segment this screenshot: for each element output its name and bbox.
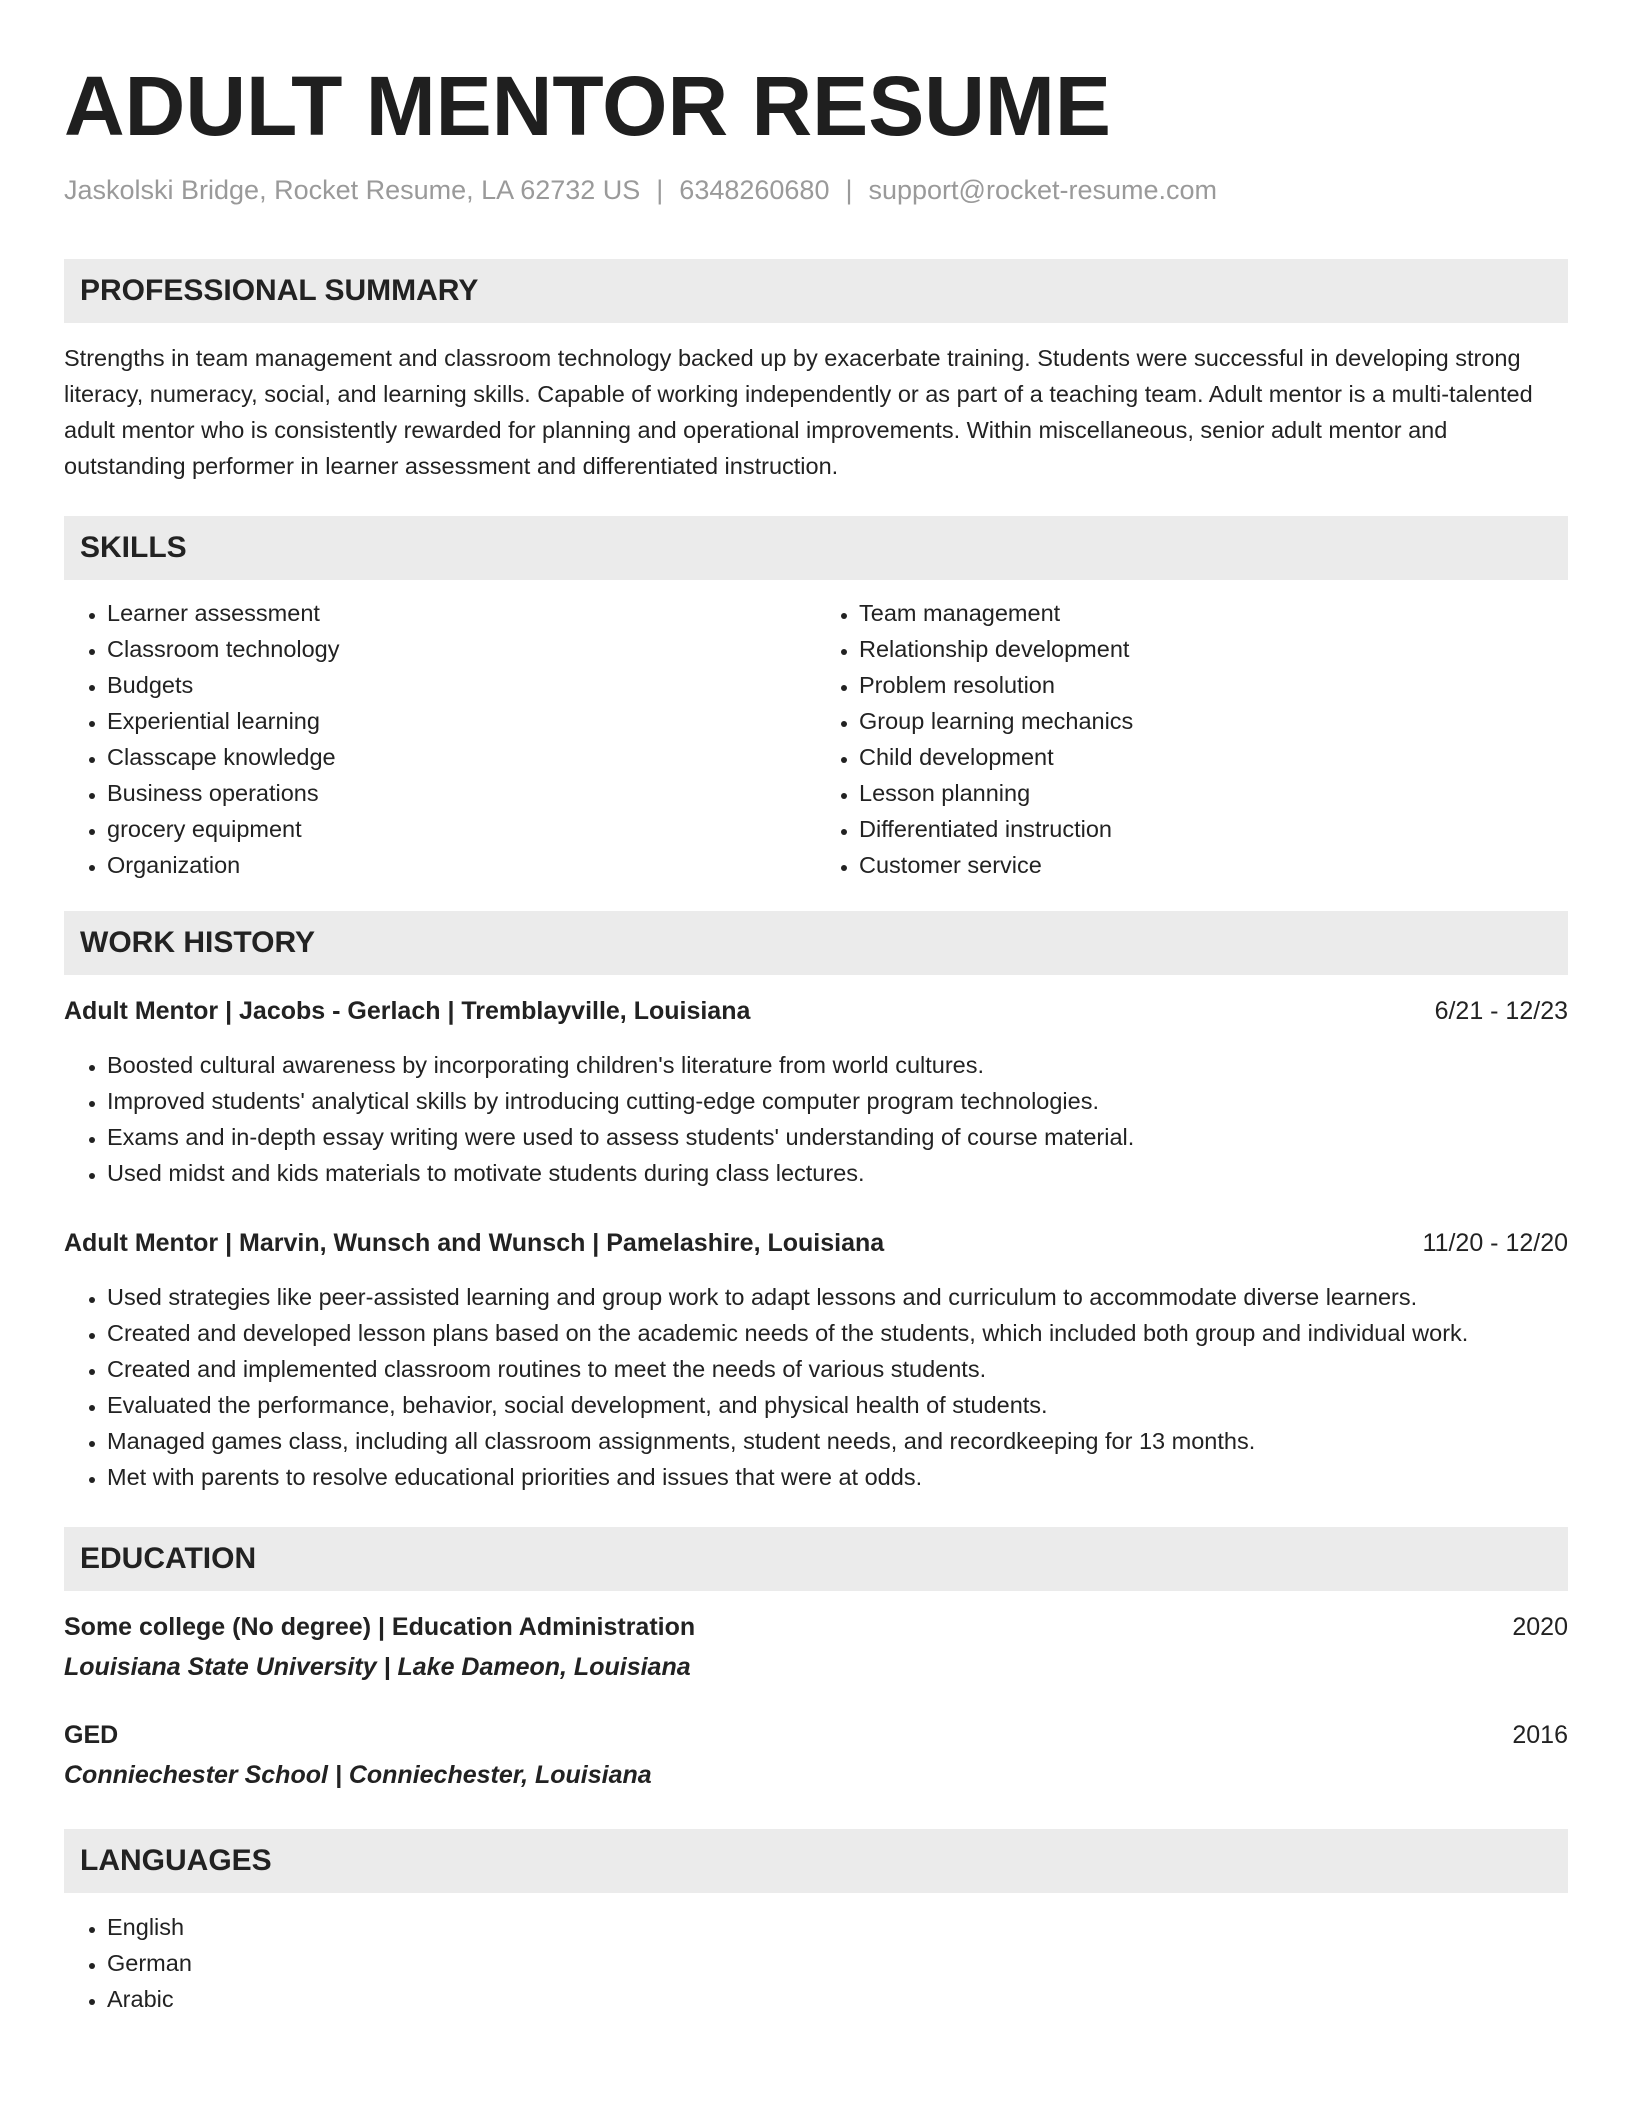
education-heading: EDUCATION: [64, 1527, 1568, 1591]
contact-line: [64, 172, 1568, 208]
skill-item: • Learner assessment: [107, 595, 816, 631]
work-history-section: [64, 911, 1568, 1495]
skills-column-right: [816, 595, 1568, 883]
contact-separator: |: [845, 175, 853, 205]
job-bullet: • Exams and in-depth essay writing were used to assess students' understanding of course material.: [107, 1119, 1568, 1155]
skill-item: • Classroom technology: [107, 631, 816, 667]
resume-title: ADULT MENTOR RESUME: [64, 59, 1111, 153]
contact-email: support@rocket-resume.com: [868, 175, 1218, 205]
skill-item: • Problem resolution: [859, 667, 1568, 703]
skills-section: [64, 516, 1568, 883]
job-bullet: • Evaluated the performance, behavior, social development, and physical health of students.: [107, 1387, 1568, 1423]
education-year: 2020: [1512, 1613, 1568, 1641]
job-dates: 11/20 - 12/20: [1422, 1229, 1568, 1257]
education-school: Conniechester School | Conniechester, Louisiana: [64, 1761, 652, 1789]
job-bullet: • Used strategies like peer-assisted learning and group work to adapt lessons and curriculum to accommodate diverse learners.: [107, 1279, 1568, 1315]
education-entry: [64, 1609, 1568, 1685]
job-header: [64, 1225, 1568, 1261]
languages-list: [64, 1909, 1568, 2017]
education-header: [64, 1717, 1568, 1753]
work-history-heading: WORK HISTORY: [64, 911, 1568, 975]
job-bullets: [64, 1047, 1568, 1191]
language-item: • Arabic: [107, 1981, 1568, 2017]
education-header: [64, 1609, 1568, 1645]
skill-item: • Group learning mechanics: [859, 703, 1568, 739]
job-bullet: • Boosted cultural awareness by incorporating children's literature from world cultures.: [107, 1047, 1568, 1083]
skill-item: • Customer service: [859, 847, 1568, 883]
skills-column-left: [64, 595, 816, 883]
skills-heading: SKILLS: [64, 516, 1568, 580]
education-year: 2016: [1512, 1721, 1568, 1749]
job-bullets: [64, 1279, 1568, 1495]
education-degree: GED: [64, 1721, 119, 1749]
skill-item: • Team management: [859, 595, 1568, 631]
job-header: [64, 993, 1568, 1029]
job-bullet: • Improved students' analytical skills by introducing cutting-edge computer program technologies.: [107, 1083, 1568, 1119]
job-title: Adult Mentor | Jacobs - Gerlach | Tremblayville, Louisiana: [64, 997, 751, 1025]
skills-grid: [64, 595, 1568, 883]
language-item: • English: [107, 1909, 1568, 1945]
education-degree: Some college (No degree) | Education Administration: [64, 1613, 696, 1641]
skill-item: • Classcape knowledge: [107, 739, 816, 775]
job-bullet: • Created and implemented classroom routines to meet the needs of various students.: [107, 1351, 1568, 1387]
skill-item: • Organization: [107, 847, 816, 883]
summary-heading: PROFESSIONAL SUMMARY: [64, 259, 1568, 323]
job-bullet: • Managed games class, including all classroom assignments, student needs, and recordkeeping for 13 months.: [107, 1423, 1568, 1459]
languages-heading: LANGUAGES: [64, 1829, 1568, 1893]
languages-section: [64, 1829, 1568, 2017]
job-dates: 6/21 - 12/23: [1434, 997, 1568, 1025]
education-school: Louisiana State University | Lake Dameon, Louisiana: [64, 1653, 691, 1681]
skill-item: • Child development: [859, 739, 1568, 775]
contact-address: Jaskolski Bridge, Rocket Resume, LA 62732 US: [64, 175, 641, 205]
job-entry: [64, 993, 1568, 1191]
contact-separator: |: [656, 175, 664, 205]
skill-item: • Budgets: [107, 667, 816, 703]
skill-item: • Lesson planning: [859, 775, 1568, 811]
job-bullet: • Met with parents to resolve educational priorities and issues that were at odds.: [107, 1459, 1568, 1495]
skill-item: • Relationship development: [859, 631, 1568, 667]
job-entry: [64, 1225, 1568, 1495]
job-bullet: • Used midst and kids materials to motivate students during class lectures.: [107, 1155, 1568, 1191]
summary-section: [64, 259, 1568, 484]
job-title: Adult Mentor | Marvin, Wunsch and Wunsch | Pamelashire, Louisiana: [64, 1229, 885, 1257]
contact-phone: 6348260680: [679, 175, 830, 205]
summary-text: Strengths in team management and classroom technology backed up by exacerbate training. Students were successful in developing strong literacy, numeracy, social, and learning skills. Capable of working independently or as part of a teaching team. Adult mentor is a multi-talented adult mentor who is consistently rewarded for planning and operational improvements. Within miscellaneous, senior adult mentor and outstanding performer in learner assessment and differentiated instruction.: [64, 345, 1533, 479]
job-bullet: • Created and developed lesson plans based on the academic needs of the students, which included both group and individual work.: [107, 1315, 1568, 1351]
skill-item: • Business operations: [107, 775, 816, 811]
skill-item: • Differentiated instruction: [859, 811, 1568, 847]
education-section: [64, 1527, 1568, 1793]
skill-item: • grocery equipment: [107, 811, 816, 847]
skill-item: • Experiential learning: [107, 703, 816, 739]
language-item: • German: [107, 1945, 1568, 1981]
education-entry: [64, 1717, 1568, 1793]
